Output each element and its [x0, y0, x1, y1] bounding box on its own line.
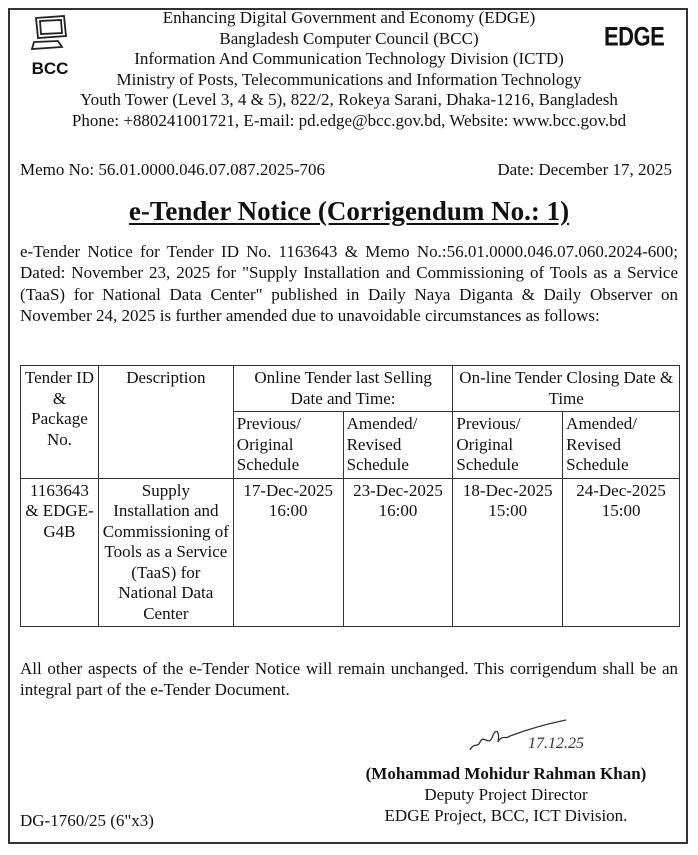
table-row: [21, 478, 680, 627]
letterhead-line: Ministry of Posts, Telecommunications and Information Technology: [116, 69, 582, 89]
intro-paragraph: e-Tender Notice for Tender ID No. 1163643 & Memo No.:56.01.0000.046.07.060.2024-600; Dated: November 23, 2025 for "Supply Installation and Commissioning of Tools as a Service (TaaS) for National Data Center" published in Daily Naya Diganta & Daily Observer on November 24, 2025 is further amended due to unavoidable circumstances as follows:: [20, 242, 678, 325]
header-previous: Previous/ Original Schedule: [233, 412, 343, 479]
cell-selling-amended: 23-Dec-2025 16:00: [343, 478, 453, 627]
schedule-table: [20, 365, 680, 627]
svg-text:17.12.25: 17.12.25: [528, 735, 584, 752]
letterhead-line: Youth Tower (Level 3, 4 & 5), 822/2, Rokeya Sarani, Dhaka-1216, Bangladesh: [80, 90, 618, 109]
cell-tender-id: 1163643 & EDGE-G4B: [21, 478, 99, 627]
signature: [466, 712, 596, 762]
letterhead-line: Enhancing Digital Government and Economy (EDGE): [162, 8, 536, 27]
signatory-block: [336, 763, 676, 826]
signatory-name: (Mohammad Mohidur Rahman Khan): [365, 764, 647, 783]
letterhead-line: Information And Communication Technology Division (ICTD): [134, 49, 564, 68]
memo-date: Date: December 17, 2025: [497, 160, 672, 179]
notice-title: e-Tender Notice (Corrigendum No.: 1): [128, 196, 570, 226]
cell-selling-previous: 17-Dec-2025 16:00: [233, 478, 343, 627]
signatory-designation: Deputy Project Director: [424, 785, 588, 804]
letterhead-line: Bangladesh Computer Council (BCC): [219, 28, 479, 48]
header-closing: On-line Tender Closing Date & Time: [453, 366, 680, 412]
ad-reference: DG-1760/25 (6"x3): [20, 811, 154, 830]
letterhead: [0, 8, 698, 131]
letterhead-line: Phone: +880241001721, E-mail: pd.edge@bcc.gov.bd, Website: www.bcc.gov.bd: [71, 110, 627, 130]
header-amended: Amended/ Revised Schedule: [563, 412, 680, 479]
cell-closing-amended: 24-Dec-2025 15:00: [563, 478, 680, 627]
bcc-logo-text: BCC: [31, 59, 69, 78]
header-selling: Online Tender last Selling Date and Time:: [233, 366, 453, 412]
cell-closing-previous: 18-Dec-2025 15:00: [453, 478, 563, 627]
header-previous: Previous/ Original Schedule: [453, 412, 563, 479]
edge-logo: EDGE: [604, 21, 665, 52]
header-description: Description: [98, 366, 233, 479]
footer-note: All other aspects of the e-Tender Notice will remain unchanged. This corrigendum shall be an integral part of the e-Tender Document.: [20, 659, 678, 699]
memo-number: Memo No: 56.01.0000.046.07.087.2025-706: [20, 160, 326, 179]
signatory-org: EDGE Project, BCC, ICT Division.: [384, 806, 628, 825]
cell-description: Supply Installation and Commissioning of Tools as a Service (TaaS) for National Data Center: [98, 478, 233, 627]
header-tender-id: Tender ID & Package No.: [21, 366, 99, 479]
header-amended: Amended/ Revised Schedule: [343, 412, 453, 479]
